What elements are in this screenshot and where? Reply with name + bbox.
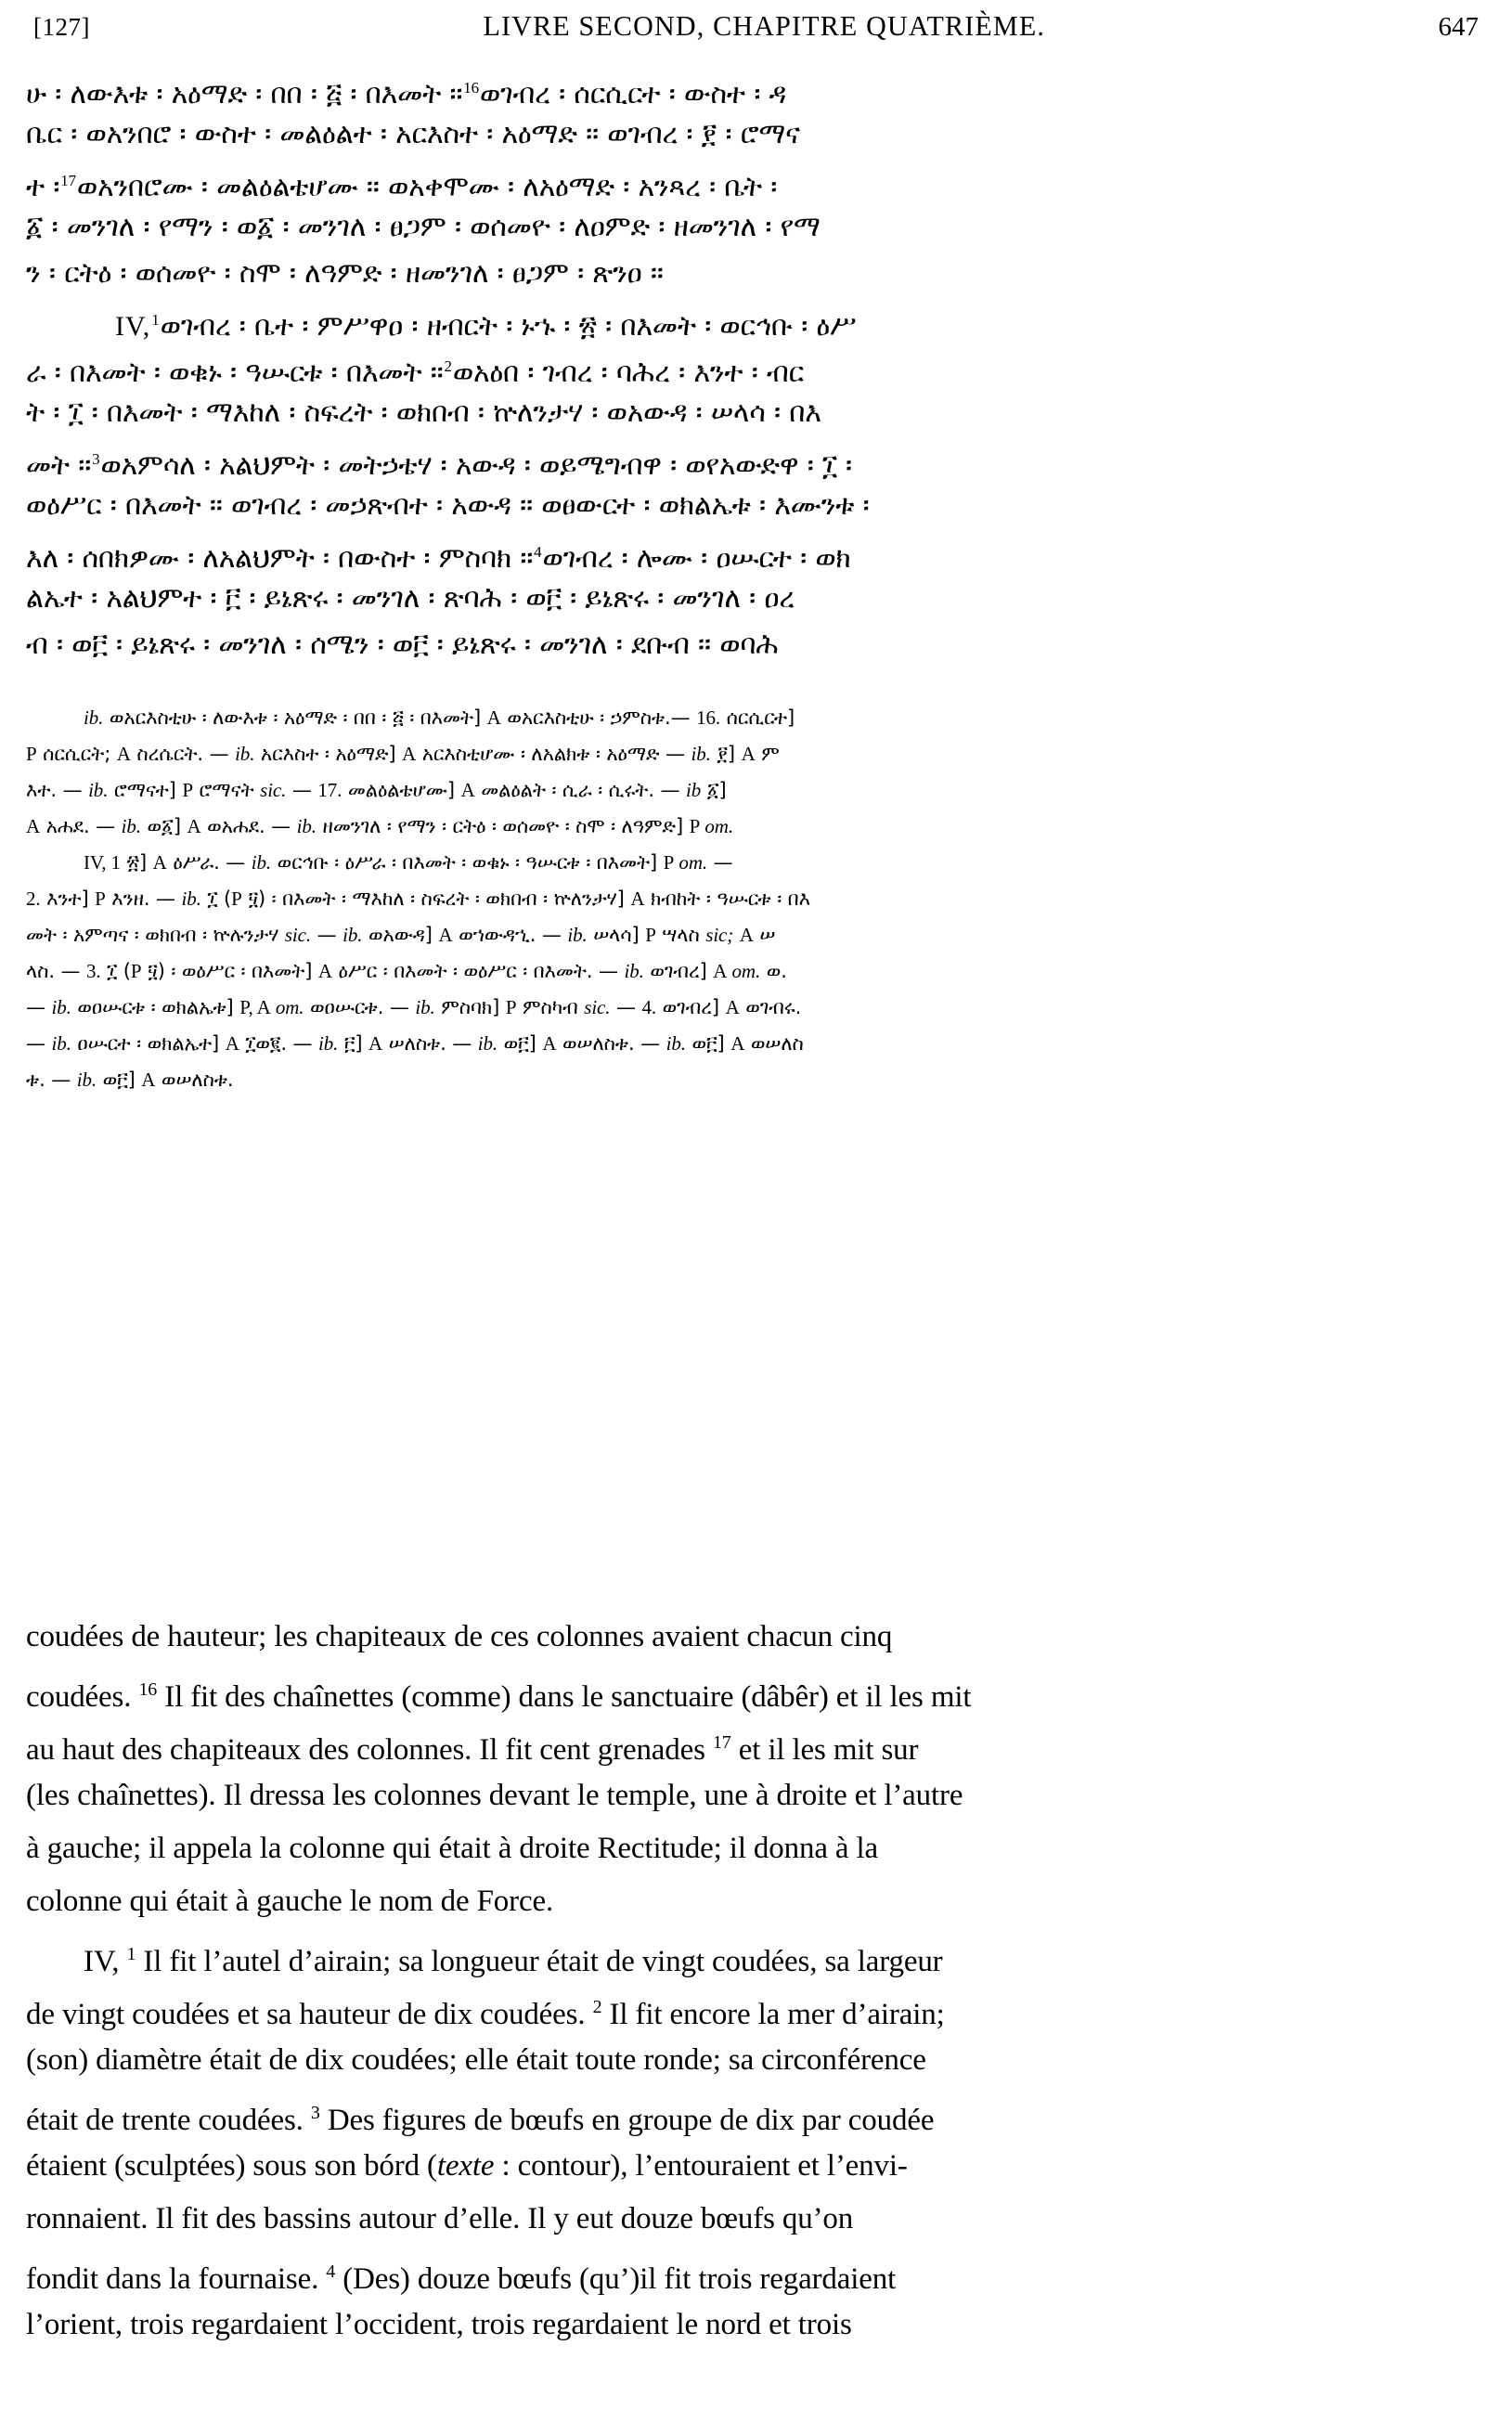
manuscript-siglum: A xyxy=(152,851,167,874)
chapter-line-text: ወገብረ ፡ ቤተ ፡ ምሥዋዐ ፡ ዘብርት ፡ ኑኁ ፡ ፳ ፡ በእመት ፡ ወርኅቡ ፡ ዕሥ xyxy=(160,310,857,343)
apparatus-geez: ፲ወ፪. — xyxy=(239,1032,318,1055)
translation-line xyxy=(26,2140,1486,2193)
manuscript-siglum: 2. xyxy=(26,888,41,910)
geez-segment: ወዕሥር ፡ በእመት ። ወገብረ ፡ መኃጽብተ ፡ አውዳ ። ወፀውርተ ፡ ወክልኤቱ ፡ እሙንቱ ፡ xyxy=(26,489,870,522)
verse-number: 17 xyxy=(60,172,76,189)
apparatus-geez: — xyxy=(707,851,733,874)
manuscript-siglum: A xyxy=(730,1032,745,1055)
apparatus-abbrev: sic; xyxy=(705,924,734,946)
translation-text: étaient (sculptées) sous son bórd ( xyxy=(26,2149,437,2183)
translation-text: Des figures de bœufs en groupe de dix par coudée xyxy=(319,2104,935,2137)
manuscript-siglum: P xyxy=(130,960,142,982)
manuscript-siglum: A xyxy=(368,1032,383,1055)
apparatus-geez: ወዐሡርቱ. — xyxy=(304,996,416,1018)
apparatus-abbrev: ib. xyxy=(51,996,71,1018)
translation-line xyxy=(26,2193,1486,2246)
translation-text: Il fit encore la mer d’airain; xyxy=(601,1998,945,2031)
verse-number: 3 xyxy=(92,450,100,468)
apparatus-abbrev: ib. xyxy=(567,924,588,946)
apparatus-abbrev: om. xyxy=(270,996,304,1018)
verse-number: 16 xyxy=(463,79,479,97)
geez-segment: ወገብረ ፡ ሎሙ ፡ ዐሡርተ ፡ ወክ xyxy=(542,542,851,575)
translation-text: (Des) douze bœufs (qu’)il fit trois regardaient xyxy=(335,2262,897,2296)
geez-segment: ወአዕበ ፡ ገብረ ፡ ባሕረ ፡ እንተ ፡ ብር xyxy=(452,356,805,389)
apparatus-abbrev: ib. xyxy=(181,888,201,910)
apparatus-geez: ወ፩] xyxy=(140,815,187,837)
translation-line xyxy=(26,2034,1486,2087)
apparatus-geez: መልዕልት ፡ ሲራ ፡ ሲሩት. — xyxy=(474,779,686,801)
geez-text-line xyxy=(26,251,1486,297)
apparatus-geez: ሣላስ xyxy=(655,924,706,946)
apparatus-geez: ፩] xyxy=(701,779,727,801)
translation-text: était de trente coudées. xyxy=(26,2104,311,2137)
apparatus-geez: ፲ ( xyxy=(200,888,232,910)
translation-line xyxy=(26,1875,1486,1928)
manuscript-siglum: A xyxy=(438,924,453,946)
apparatus-geez: አርእስቲሆሙ ፡ ለአልክቱ ፡ አዕማድ — xyxy=(416,743,691,765)
apparatus-geez: ዕሥራ. — xyxy=(166,851,252,874)
french-translation xyxy=(26,1611,1486,2352)
manuscript-siglum: P xyxy=(26,743,37,765)
apparatus-geez: ምስካብ xyxy=(516,996,585,1018)
manuscript-siglum: P, A xyxy=(239,996,271,1018)
apparatus-geez: ወገብሩ. xyxy=(739,996,802,1018)
translation-text: coudées. xyxy=(26,1680,139,1714)
apparatus-abbrev: ib. xyxy=(76,1069,97,1091)
manuscript-siglum: A xyxy=(317,960,332,982)
geez-text-line xyxy=(26,483,1486,529)
apparatus-geez: ዘመንገለ ፡ የማን ፡ ርትዕ ፡ ወሰመዮ ፡ ስሞ ፡ ለዓምድ] xyxy=(316,815,690,837)
apparatus-geez: ወገብረ] xyxy=(643,960,714,982)
geez-segment: ወገብረ ፡ ሰርሲርተ ፡ ውስተ ፡ ዳ xyxy=(479,78,787,110)
apparatus-line xyxy=(26,700,1486,736)
manuscript-siglum: P xyxy=(505,996,517,1018)
apparatus-geez: ፲ ( xyxy=(100,960,131,982)
manuscript-siglum: 4. xyxy=(641,996,657,1018)
verse-number: 2 xyxy=(444,357,452,375)
apparatus-geez: ወገብረ] xyxy=(656,996,726,1018)
editorial-note: texte xyxy=(436,2149,495,2183)
manuscript-siglum: A xyxy=(741,743,756,765)
apparatus-line xyxy=(26,953,1486,990)
geez-main-text xyxy=(26,65,1486,668)
critical-apparatus xyxy=(26,700,1486,1098)
page-title: LIVRE SECOND, CHAPITRE QUATRIÈME. xyxy=(483,9,1046,42)
apparatus-geez: ወሠለስ xyxy=(744,1032,804,1055)
geez-segment: ተ ፡ xyxy=(26,171,60,203)
chapter-number: IV, xyxy=(115,311,151,342)
apparatus-geez: ስረሴርት. — xyxy=(130,743,236,765)
geez-text-line xyxy=(26,576,1486,622)
apparatus-abbrev: sic. xyxy=(584,996,611,1018)
manuscript-siglum: P xyxy=(689,815,701,837)
verse-number: 3 xyxy=(310,2103,320,2123)
apparatus-geez: ወዐሡርቱ ፡ ወክልኤቱ] xyxy=(71,996,240,1018)
manuscript-siglum: 3. xyxy=(85,960,101,982)
manuscript-siglum: P xyxy=(645,924,656,946)
apparatus-geez: — xyxy=(610,996,642,1018)
translation-line xyxy=(26,1717,1486,1769)
apparatus-geez: ዐሡርተ ፡ ወክልኤተ] xyxy=(71,1032,226,1055)
translation-text: fondit dans la fournaise. xyxy=(26,2262,327,2296)
apparatus-geez: ወአርእስቲሁ ፡ ኃምስቱ.— xyxy=(500,706,697,729)
apparatus-abbrev: ib. xyxy=(666,1032,686,1055)
manuscript-siglum: P xyxy=(663,851,675,874)
manuscript-siglum: A xyxy=(141,1069,156,1091)
translation-line xyxy=(26,1928,1486,1981)
manuscript-siglum: A xyxy=(713,960,728,982)
translation-text: (les chaînettes). Il dressa les colonnes devant le temple, une à droite et l’autre xyxy=(26,1779,963,1812)
geez-segment: እለ ፡ ሰበክዎሙ ፡ ለአልህምት ፡ በውስተ ፡ ምስባክ ። xyxy=(26,542,534,575)
geez-text-line xyxy=(26,436,1486,483)
apparatus-geez: እተ. — xyxy=(26,779,89,801)
translation-text: (son) diamètre était de dix coudées; elle était toute ronde; sa circonférence xyxy=(26,2043,926,2077)
apparatus-geez: ወአውዳ] xyxy=(362,924,439,946)
apparatus-abbrev: ib xyxy=(685,779,702,801)
apparatus-abbrev: ib. xyxy=(317,1032,339,1055)
apparatus-geez: እንተ] xyxy=(40,888,96,910)
translation-line xyxy=(26,2299,1486,2352)
geez-text-line xyxy=(26,529,1486,576)
geez-segment: ቤር ፡ ወአንበሮ ፡ ውስተ ፡ መልዕልተ ፡ አርእስተ ፡ አዕማድ ። ወገብረ ፡ ፻ ፡ ሮማና xyxy=(26,118,800,150)
manuscript-siglum: A xyxy=(402,743,417,765)
translation-text: de vingt coudées et sa hauteur de dix coudées. xyxy=(26,1998,593,2031)
apparatus-geez: ሮማናት xyxy=(192,779,261,801)
manuscript-siglum: A xyxy=(486,706,501,729)
apparatus-geez: — xyxy=(311,924,343,946)
folio-marker: [127] xyxy=(33,13,90,41)
manuscript-siglum: IV, 1 xyxy=(84,851,121,874)
apparatus-abbrev: ib. xyxy=(296,815,317,837)
apparatus-geez: ሠላሳ] xyxy=(587,924,646,946)
geez-text-line xyxy=(26,158,1486,204)
geez-segment: ብ ፡ ወ፫ ፡ ይኔጽሩ ፡ መንገለ ፡ ሰሜን ፡ ወ፫ ፡ ይኔጽሩ ፡ መንገለ ፡ ደቡብ ። ወባሕ xyxy=(26,628,779,661)
apparatus-line xyxy=(26,772,1486,809)
apparatus-geez: ም xyxy=(755,743,780,765)
manuscript-siglum: 16. xyxy=(696,706,721,729)
apparatus-geez: ወርኅቡ ፡ ዕሥራ ፡ በእመት ፡ ወቁኑ ፡ ዓሡርቱ ፡ በእመት] xyxy=(271,851,664,874)
apparatus-geez: ወ. xyxy=(760,960,787,982)
apparatus-abbrev: om. xyxy=(700,815,733,837)
translation-text: et il les mit sur xyxy=(730,1733,919,1767)
manuscript-siglum: A xyxy=(739,924,754,946)
apparatus-abbrev: sic. xyxy=(260,779,287,801)
geez-segment: ን ፡ ርትዕ ፡ ወሰመዮ ፡ ስሞ ፡ ለዓምድ ፡ ዘመንገለ ፡ ፀጋም ፡ ጽንዐ ። xyxy=(26,257,664,290)
apparatus-geez: መት ፡ አምጣና ፡ ወክበብ ፡ ኵሉንታሃ xyxy=(26,924,285,946)
translation-text: ronnaient. Il fit des bassins autour d’elle. Il y eut douze bœufs qu’on xyxy=(26,2202,854,2235)
apparatus-geez: ሰርሲርት; xyxy=(36,743,117,765)
verse-number: 4 xyxy=(534,543,542,561)
apparatus-abbrev: ib. xyxy=(691,743,711,765)
apparatus-line xyxy=(26,917,1486,953)
geez-segment: ፩ ፡ መንገለ ፡ የማን ፡ ወ፩ ፡ መንገለ ፡ ፀጋም ፡ ወሰመዮ ፡ ለዐምድ ፡ ዘመንገለ ፡ የማ xyxy=(26,211,821,243)
apparatus-geez: ምስባክ] xyxy=(434,996,506,1018)
translation-line xyxy=(26,1769,1486,1822)
chapter-heading-line xyxy=(26,297,1486,343)
apparatus-geez: — xyxy=(26,996,52,1018)
apparatus-abbrev: ib. xyxy=(477,1032,498,1055)
apparatus-abbrev: ib. xyxy=(121,815,141,837)
apparatus-geez: ዕሥር ፡ በእመት ፡ ወዕሥር ፡ በእመት. — xyxy=(331,960,625,982)
apparatus-line xyxy=(26,990,1486,1026)
page-number: 647 xyxy=(1438,12,1479,42)
apparatus-geez: ክብከት ፡ ዓሡርቱ ፡ በእ xyxy=(644,888,810,910)
apparatus-abbrev: ib. xyxy=(84,706,104,729)
translation-line xyxy=(26,1822,1486,1875)
geez-text-line xyxy=(26,622,1486,668)
translation-line xyxy=(26,1664,1486,1717)
verse-number: 4 xyxy=(326,2261,336,2282)
geez-text-line xyxy=(26,111,1486,158)
apparatus-abbrev: sic. xyxy=(284,924,312,946)
apparatus-line xyxy=(26,736,1486,772)
manuscript-siglum: A xyxy=(630,888,645,910)
geez-text-line xyxy=(26,204,1486,251)
translation-line xyxy=(26,1611,1486,1664)
manuscript-siglum: A xyxy=(187,815,201,837)
translation-text: à gauche; il appela la colonne qui était à droite Rectitude; il donna à la xyxy=(26,1832,879,1865)
translation-text: l’orient, trois regardaient l’occident, trois regardaient le nord et trois xyxy=(26,2308,852,2341)
verse-number: 1 xyxy=(151,311,160,329)
apparatus-geez: ሮማናተ] xyxy=(108,779,183,801)
translation-text: coudées de hauteur; les chapiteaux de ces colonnes avaient chacun cinq xyxy=(26,1620,893,1653)
apparatus-geez: — xyxy=(26,1032,52,1055)
verse-number: 17 xyxy=(712,1732,731,1753)
translation-text: colonne qui était à gauche le nom de Force. xyxy=(26,1885,554,1918)
manuscript-siglum: A xyxy=(116,743,131,765)
manuscript-siglum: P xyxy=(95,888,106,910)
apparatus-geez: ፻] xyxy=(710,743,742,765)
apparatus-geez: ወአርእስቲሁ ፡ ለውእቱ ፡ አዕማድ ፡ በበ ፡ ፭ ፡ በእመት] xyxy=(103,706,487,729)
apparatus-geez: አርእስተ ፡ አዕማድ] xyxy=(254,743,403,765)
apparatus-abbrev: ib. xyxy=(415,996,435,1018)
apparatus-line xyxy=(26,809,1486,845)
apparatus-geez: ሠለስቱ. — xyxy=(382,1032,478,1055)
apparatus-geez: ሠ xyxy=(753,924,776,946)
apparatus-geez: ወ፫] xyxy=(498,1032,543,1055)
apparatus-geez: ወአሐደ. — xyxy=(200,815,297,837)
translation-line xyxy=(26,1981,1486,2034)
geez-text-line xyxy=(26,65,1486,111)
verse-number: 16 xyxy=(138,1679,158,1700)
apparatus-geez: መልዕልቴሆሙ] xyxy=(342,779,461,801)
apparatus-abbrev: ib. xyxy=(624,960,644,982)
apparatus-line xyxy=(26,1062,1486,1098)
apparatus-line xyxy=(26,881,1486,917)
apparatus-geez: ሰርሲርተ] xyxy=(720,706,795,729)
apparatus-geez: ወ፫] xyxy=(97,1069,142,1091)
manuscript-siglum: P xyxy=(182,779,193,801)
translation-text: IV, xyxy=(84,1945,127,1978)
verse-number: 2 xyxy=(592,1997,602,2017)
apparatus-geez xyxy=(733,924,740,946)
apparatus-geez: ፶) ፡ በእመት ፡ ማእከለ ፡ ስፍረት ፡ ወክበብ ፡ ኵለንታሃ] xyxy=(241,888,631,910)
apparatus-line xyxy=(26,845,1486,881)
apparatus-geez: ወሠለስቱ. — xyxy=(556,1032,666,1055)
apparatus-geez: ላስ. — xyxy=(26,960,86,982)
apparatus-abbrev: om. xyxy=(727,960,761,982)
geez-segment: ራ ፡ በእመት ፡ ወቁኑ ፡ ዓሡርቱ ፡ በእመት ። xyxy=(26,356,444,389)
apparatus-geez: ፳] xyxy=(120,851,153,874)
geez-segment: ሁ ፡ ለውእቱ ፡ አዕማድ ፡ በበ ፡ ፭ ፡ በእመት ። xyxy=(26,78,463,110)
apparatus-geez: ወ፫] xyxy=(685,1032,731,1055)
translation-text: : contour), l’entouraient et l’envi- xyxy=(494,2149,908,2183)
geez-text-line xyxy=(26,390,1486,436)
geez-segment: ወአንበሮሙ ፡ መልዕልቴሆሙ ። ወአቀሞሙ ፡ ለአዕማድ ፡ አንጻረ ፡ ቤት ፡ xyxy=(76,171,778,203)
manuscript-siglum: 17. xyxy=(317,779,342,801)
apparatus-line xyxy=(26,1026,1486,1062)
translation-line xyxy=(26,2246,1486,2299)
manuscript-siglum: A xyxy=(542,1032,557,1055)
translation-text: Il fit l’autel d’airain; sa longueur était de vingt coudées, sa largeur xyxy=(136,1945,943,1978)
translation-line xyxy=(26,2087,1486,2140)
apparatus-geez: አሐደ. — xyxy=(40,815,122,837)
apparatus-abbrev: ib. xyxy=(251,851,272,874)
apparatus-abbrev: ib. xyxy=(88,779,109,801)
manuscript-siglum: P xyxy=(231,888,242,910)
geez-segment: ልኤተ ፡ አልህምተ ፡ ፫ ፡ ይኔጽሩ ፡ መንገለ ፡ ጽባሕ ፡ ወ፫ ፡ ይኔጽሩ ፡ መንገለ ፡ ዐረ xyxy=(26,582,795,615)
apparatus-geez: ፶) ፡ ወዕሥር ፡ በእመት] xyxy=(141,960,318,982)
geez-text-line xyxy=(26,343,1486,390)
apparatus-abbrev: om. xyxy=(674,851,708,874)
geez-segment: ወአምሳለ ፡ አልህምት ፡ መትኃቴሃ ፡ አውዳ ፡ ወይሜግብዋ ፡ ወየአውድዋ ፡ ፲ ፡ xyxy=(100,449,852,482)
running-head xyxy=(26,0,1486,50)
apparatus-geez: ወኀውዳኂ. — xyxy=(452,924,568,946)
apparatus-abbrev: ib. xyxy=(51,1032,71,1055)
apparatus-geez: ወሠለስቱ. xyxy=(155,1069,234,1091)
apparatus-geez: ፫] xyxy=(338,1032,369,1055)
apparatus-geez: ቱ. — xyxy=(26,1069,77,1091)
manuscript-siglum: A xyxy=(460,779,475,801)
manuscript-siglum: A xyxy=(26,815,41,837)
apparatus-abbrev: ib. xyxy=(235,743,255,765)
apparatus-abbrev: ib. xyxy=(342,924,363,946)
manuscript-siglum: A xyxy=(225,1032,239,1055)
geez-segment: መት ። xyxy=(26,449,92,482)
translation-text: au haut des chapiteaux des colonnes. Il fit cent grenades xyxy=(26,1733,713,1767)
apparatus-geez: — xyxy=(286,779,318,801)
apparatus-geez: እንዘ. — xyxy=(105,888,182,910)
translation-text: Il fit des chaînettes (comme) dans le sanctuaire (dâbêr) et il les mit xyxy=(157,1680,972,1714)
manuscript-siglum: A xyxy=(725,996,740,1018)
verse-number: 1 xyxy=(126,1944,136,1964)
geez-segment: ት ፡ ፲ ፡ በእመት ፡ ማእከለ ፡ ስፍረት ፡ ወክበብ ፡ ኵለንታሃ ፡ ወአውዳ ፡ ሠላሳ ፡ በእ xyxy=(26,396,821,429)
